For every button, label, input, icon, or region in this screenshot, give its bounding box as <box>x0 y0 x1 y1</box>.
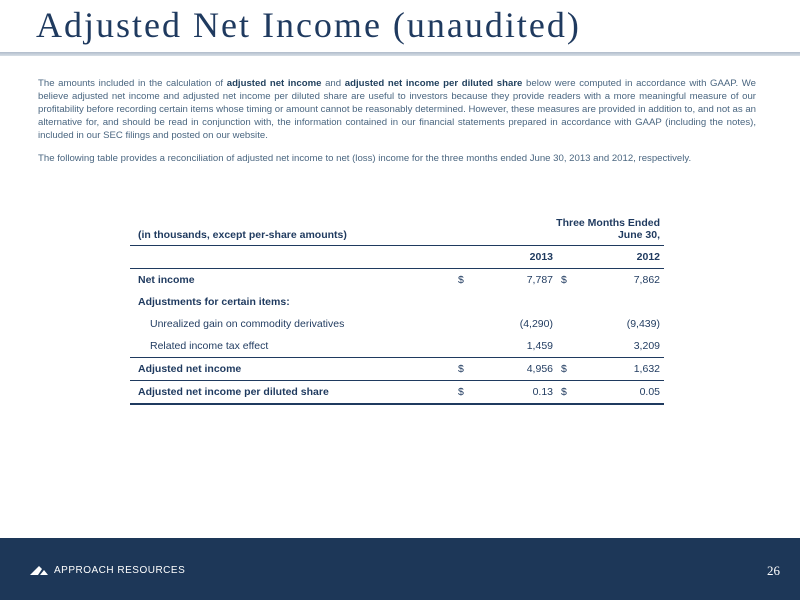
table-row-per-share <box>130 381 664 405</box>
value-2012: (9,439) <box>626 318 660 330</box>
row-label: Adjusted net income <box>130 358 454 381</box>
year-2012: 2012 <box>557 246 664 269</box>
footer-bar <box>0 538 800 600</box>
page-title: Adjusted Net Income (unaudited) <box>36 5 581 45</box>
table-header-row <box>130 209 664 246</box>
currency-symbol: $ <box>454 381 474 405</box>
page-number: 26 <box>767 563 780 578</box>
row-label: Adjusted net income per diluted share <box>130 381 454 405</box>
row-label: Related income tax effect <box>150 340 269 352</box>
row-label: Unrealized gain on commodity derivatives <box>150 318 345 330</box>
value-2013: (4,290) <box>519 318 553 330</box>
table-row-adjustments-heading <box>130 291 664 313</box>
term-adjusted-net-income: adjusted net income <box>226 78 322 89</box>
value-2012: 1,632 <box>577 358 664 381</box>
currency-symbol: $ <box>454 358 474 381</box>
currency-symbol: $ <box>458 274 464 286</box>
value-2013: 4,956 <box>474 358 557 381</box>
value-2013: 0.13 <box>474 381 557 405</box>
value-2013: 7,787 <box>526 274 553 286</box>
period-header: Three Months Ended June 30, <box>454 209 664 246</box>
value-2012: 3,209 <box>633 340 660 352</box>
intro-paragraph: The amounts included in the calculation of adjusted net income and adjusted net income per diluted share below were computed in accordance with GAAP. We believe adjusted net income and adjusted net income per diluted share are useful to investors because they provide readers with a more meaningful measure of our profitability before recording certain items whose timing or amount cannot be reasonably determined. However, these measures are provided in addition to, and not as an alternative for, and should be read in conjunction with, the information contained in our financial statements prepared in accordance with GAAP (including the notes), included in our SEC filings and posted on our website. <box>38 78 756 141</box>
table-row-net-income <box>130 269 664 292</box>
table-description: The following table provides a reconciliation of adjusted net income to net (loss) income for the three months ended June 30, 2013 and 2012, respectively. <box>38 153 692 164</box>
currency-symbol: $ <box>561 274 567 286</box>
years-row <box>130 246 664 269</box>
table-row-tax-effect <box>130 335 664 358</box>
company-name: APPROACH RESOURCES <box>54 565 186 576</box>
currency-symbol: $ <box>557 381 577 405</box>
row-label: Adjustments for certain items: <box>138 296 290 308</box>
row-label: Net income <box>138 274 195 286</box>
currency-symbol: $ <box>557 358 577 381</box>
approach-logo-icon <box>30 565 48 575</box>
table-row-unrealized-gain <box>130 313 664 335</box>
reconciliation-table <box>130 209 664 405</box>
value-2012: 0.05 <box>577 381 664 405</box>
title-divider <box>0 52 800 56</box>
value-2013: 1,459 <box>526 340 553 352</box>
units-label: (in thousands, except per-share amounts) <box>130 209 454 246</box>
term-adjusted-net-income-per-share: adjusted net income per diluted share <box>344 78 523 89</box>
value-2012: 7,862 <box>633 274 660 286</box>
year-2013: 2013 <box>454 246 557 269</box>
table-row-adjusted-net-income <box>130 358 664 381</box>
